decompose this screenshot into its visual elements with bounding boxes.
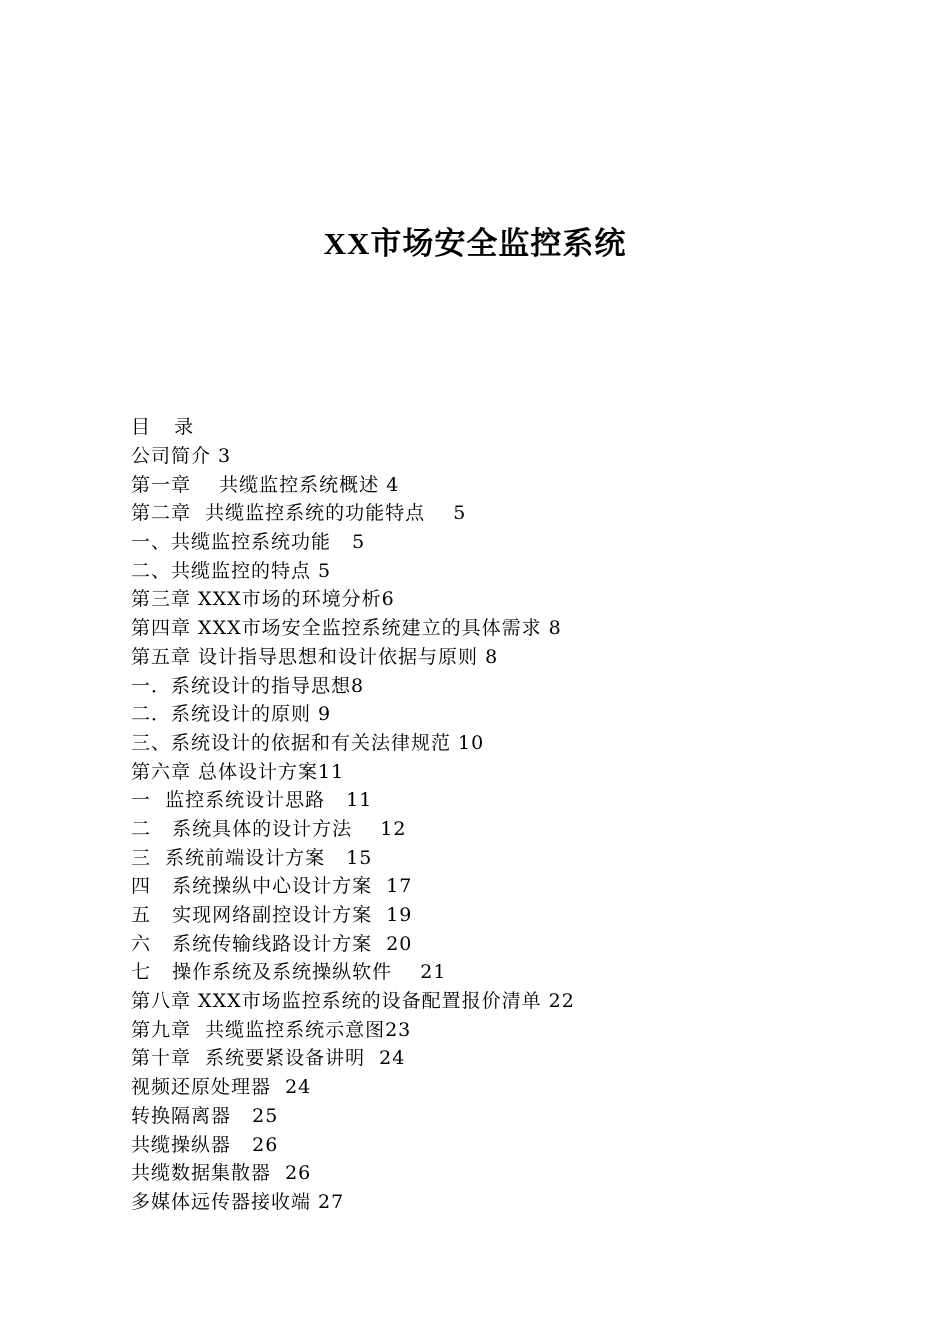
toc-entry: 多媒体远传器接收端 27 (131, 1190, 345, 1213)
toc-entry: 五 实现网络副控设计方案 19 (131, 904, 413, 926)
toc-entry: 四 系统操纵中心设计方案 17 (131, 875, 413, 898)
toc-entry: 第二章 共缆监控系统的功能特点 5 (131, 502, 467, 525)
toc-entry: 六 系统传输线路设计方案 20 (131, 932, 413, 955)
toc-entry: 共缆操纵器 26 (131, 1133, 279, 1156)
toc-entry: 三 系统前端设计方案 15 (131, 846, 373, 869)
toc-entry: 第八章 XXX市场监控系统的设备配置报价清单 22 (131, 990, 575, 1013)
toc-entry: 转换隔离器 25 (131, 1104, 279, 1127)
toc-entry: 第十章 系统要紧设备讲明 24 (131, 1047, 406, 1070)
toc-heading: 目 录 (131, 416, 194, 438)
toc-entry: 第四章 XXX市场安全监控系统建立的具体需求 8 (131, 617, 562, 640)
toc-entry: 二 系统具体的设计方法 12 (131, 817, 407, 840)
toc-entry: 二．系统设计的原则 9 (131, 703, 332, 726)
toc-entry: 第一章 共缆监控系统概述 4 (131, 473, 400, 496)
table-of-contents (131, 413, 831, 1217)
toc-entry: 一 监控系统设计思路 11 (131, 789, 373, 812)
document-title: XX市场安全监控系统 (323, 226, 627, 261)
toc-entry: 一．系统设计的指导思想8 (131, 674, 365, 697)
toc-entry: 第九章 共缆监控系统示意图23 (131, 1018, 412, 1041)
toc-list (131, 442, 831, 1217)
toc-entry: 视频还原处理器 24 (131, 1076, 312, 1099)
toc-entry: 第六章 总体设计方案11 (131, 760, 345, 783)
toc-entry: 二、共缆监控的特点 5 (131, 559, 332, 582)
toc-entry: 第三章 XXX市场的环境分析6 (131, 588, 395, 611)
toc-entry: 七 操作系统及系统操纵软件 21 (131, 961, 447, 984)
toc-entry: 公司简介 3 (131, 445, 232, 467)
toc-entry: 三、系统设计的依据和有关法律规范 10 (131, 731, 485, 754)
toc-entry: 一、共缆监控系统功能 5 (131, 531, 366, 554)
toc-entry: 共缆数据集散器 26 (131, 1162, 312, 1185)
toc-entry: 第五章 设计指导思想和设计依据与原则 8 (131, 645, 499, 668)
